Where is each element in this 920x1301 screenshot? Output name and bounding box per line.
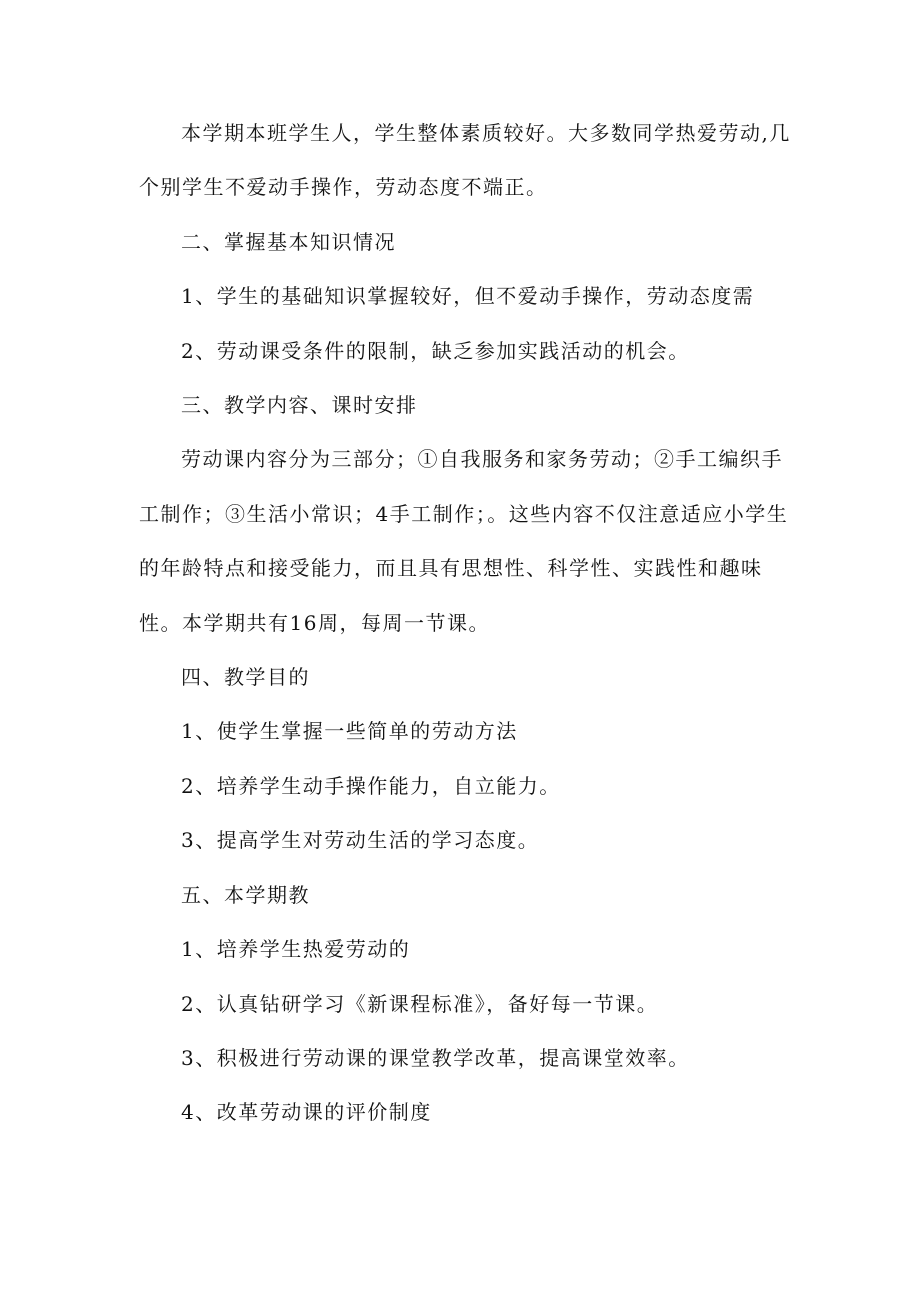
list-item: 2、认真钻研学习《新课程标准》，备好每一节课。 [181,991,659,1016]
list-item: 2、劳动课受条件的限制，缺乏参加实践活动的机会。 [181,338,690,363]
list-item: 1、培养学生热爱劳动的 [181,937,411,962]
list-item: 3、积极进行劳动课的课堂教学改革，提高课堂效率。 [181,1045,690,1070]
paragraph-intro: 本学期本班学生人，学生整体素质较好。大多数同学热爱劳动,几个别学生不爱动手操作，劳动态度不端正。 [139,121,791,200]
section-heading-semester: 五、本学期教 [181,882,310,907]
section-heading-knowledge: 二、掌握基本知识情况 [181,229,396,254]
section-heading-goals: 四、教学目的 [181,665,310,690]
list-item: 1、学生的基础知识掌握较好，但不爱动手操作，劳动态度需 [181,284,755,309]
list-item: 4、改革劳动课的评价制度 [181,1100,432,1125]
section-heading-content: 三、教学内容、课时安排 [181,393,418,418]
list-item: 3、提高学生对劳动生活的学习态度。 [181,828,540,853]
paragraph-content: 劳动课内容分为三部分；①自我服务和家务劳动；②手工编织手工制作；③生活小常识；4手工制作；。这些内容不仅注意适应小学生的年龄特点和接受能力，而且具有思想性、科学性、实践性和趣味性。本学期共有16周，每周一节课。 [139,447,789,635]
list-item: 1、使学生掌握一些简单的劳动方法 [181,719,518,744]
document-body [139,106,799,1140]
list-item: 2、培养学生动手操作能力，自立能力。 [181,773,561,798]
